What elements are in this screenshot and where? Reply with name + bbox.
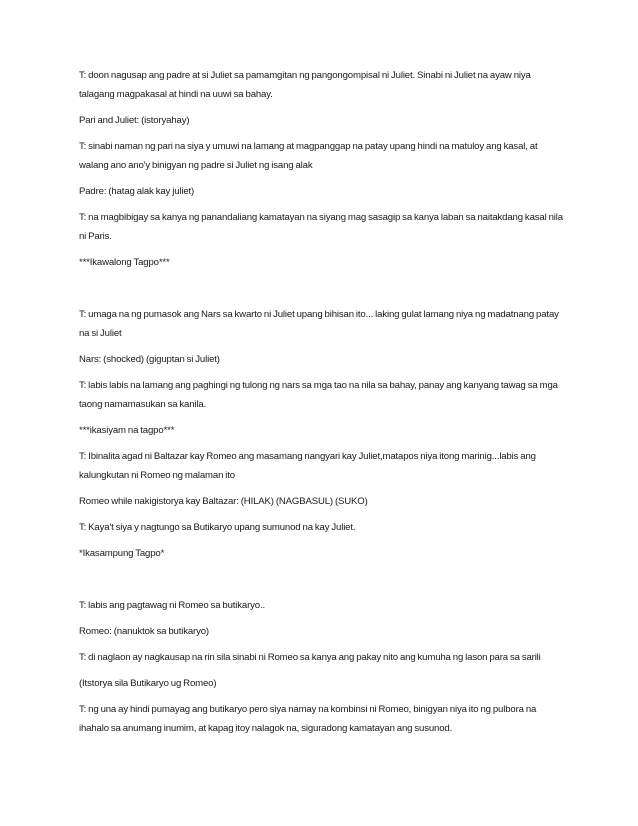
document-page: [79, 66, 565, 745]
narration-paragraph: T: Ibinalita agad ni Baltazar kay Romeo ang masamang nangyari kay Juliet,matapos niya itong marinig...labis ang kalungkutan ni Romeo ng malaman ito: [79, 451, 536, 481]
narration-paragraph: T: labis ang pagtawag ni Romeo sa butikaryo..: [79, 600, 265, 611]
dialogue-line: Romeo: (nanuktok sa butikaryo): [79, 626, 209, 637]
narration-paragraph: T: sinabi naman ng pari na siya y umuwi na lamang at magpanggap na patay upang hindi na matuloy ang kasal, at walang ano ano'y binigyan ng padre si Juliet ng isang alak: [79, 141, 538, 171]
narration-paragraph: T: na magbibigay sa kanya ng panandaliang kamatayan na siyang mag sasagip sa kanya laban sa naitakdang kasal nila ni Paris.: [79, 212, 563, 242]
narration-paragraph: T: ng una ay hindi pumayag ang butikaryo pero siya namay na kombinsi ni Romeo, binigyan niya ito ng pulbora na ihahalo sa anumang inumim, at kapag itoy nalagok na, siguradong kamatayan ang susunod.: [79, 704, 537, 734]
scene-heading: *Ikasampung Tagpo*: [79, 548, 165, 559]
scene-heading: ***ikasiyam na tagpo***: [79, 425, 175, 436]
blank-spacer: [79, 570, 565, 596]
narration-paragraph: T: umaga na ng pumasok ang Nars sa kwarto ni Juliet upang bihisan ito... laking gulat lamang niya ng madatnang patay na si Juliet: [79, 309, 559, 339]
dialogue-line: Nars: (shocked) (giguptan si Juliet): [79, 354, 220, 365]
narration-paragraph: T: Kaya't siya y nagtungo sa Butikaryo upang sumunod na kay Juliet.: [79, 522, 356, 533]
dialogue-line: (Itstorya sila Butikaryo ug Romeo): [79, 678, 217, 689]
dialogue-line: Padre: (hatag alak kay juliet): [79, 186, 195, 197]
narration-paragraph: T: doon nagusap ang padre at si Juliet sa pamamgitan ng pangongompisal ni Juliet. Sinabi ni Juliet na ayaw niya talagang magpakasal at hindi na uuwi sa bahay.: [79, 70, 531, 100]
scene-heading: ***Ikawalong Tagpo***: [79, 257, 170, 268]
narration-paragraph: T: di naglaon ay nagkausap na rin sila sinabi ni Romeo sa kanya ang pakay nito ang kumuha ng lason para sa sarili: [79, 652, 541, 663]
dialogue-line: Pari and Juliet: (istoryahay): [79, 115, 190, 126]
dialogue-line: Romeo while nakigistorya kay Baltazar: (HILAK) (NAGBASUL) (SUKO): [79, 496, 368, 507]
blank-spacer: [79, 279, 565, 305]
narration-paragraph: T: labis labis na lamang ang paghingi ng tulong ng nars sa mga tao na nila sa bahay, panay ang kanyang tawag sa mga taong namamasukan sa kanila.: [79, 380, 558, 410]
